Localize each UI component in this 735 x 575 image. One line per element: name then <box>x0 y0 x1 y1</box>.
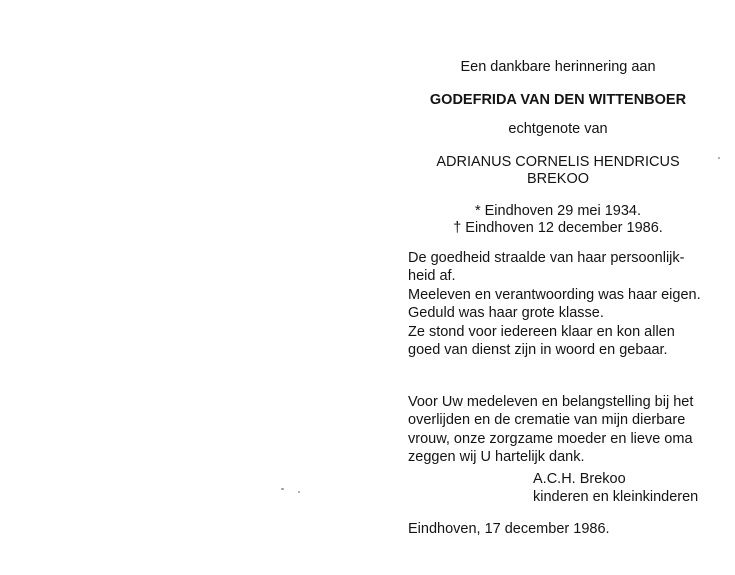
spouse-name-line1: ADRIANUS CORNELIS HENDRICUS <box>436 154 680 170</box>
place-date: Eindhoven, 17 december 1986. <box>408 521 610 537</box>
poem-line: heid af. <box>408 268 456 285</box>
deceased-name: GODEFRIDA VAN DEN WITTENBOER <box>429 92 687 108</box>
intro-text: Een dankbare herinnering aan <box>460 59 656 75</box>
signature-block <box>533 470 713 507</box>
poem-line: Ze stond voor iedereen klaar en kon allen <box>408 323 675 340</box>
poem-line: Geduld was haar grote klasse. <box>408 305 604 322</box>
signature-family: kinderen en kleinkinderen <box>533 489 699 506</box>
poem-line: goed van dienst zijn in woord en gebaar. <box>408 342 668 359</box>
poem-line: Meeleven en verantwoording was haar eigen. <box>408 286 701 303</box>
spouse-name-line2: BREKOO <box>526 171 590 187</box>
thanks-line: Voor Uw medeleven en belangstelling bij het <box>408 394 694 410</box>
paper-speck <box>281 488 284 490</box>
paper-speck <box>718 157 720 159</box>
death-date: † Eindhoven 12 december 1986. <box>453 220 663 236</box>
thanks-line: zeggen wij U hartelijk dank. <box>408 449 585 466</box>
thanks-paragraph <box>408 393 708 467</box>
poem-paragraph <box>408 249 708 359</box>
thanks-line: overlijden en de crematie van mijn dierbare <box>408 412 686 429</box>
thanks-line: vrouw, onze zorgzame moeder en lieve oma <box>408 430 693 447</box>
paper-speck <box>298 491 300 493</box>
birth-date: * Eindhoven 29 mei 1934. <box>474 203 642 219</box>
signature-name: A.C.H. Brekoo <box>533 471 626 487</box>
poem-line: De goedheid straalde van haar persoonlijk- <box>408 250 685 266</box>
relation-text: echtgenote van <box>508 121 608 137</box>
